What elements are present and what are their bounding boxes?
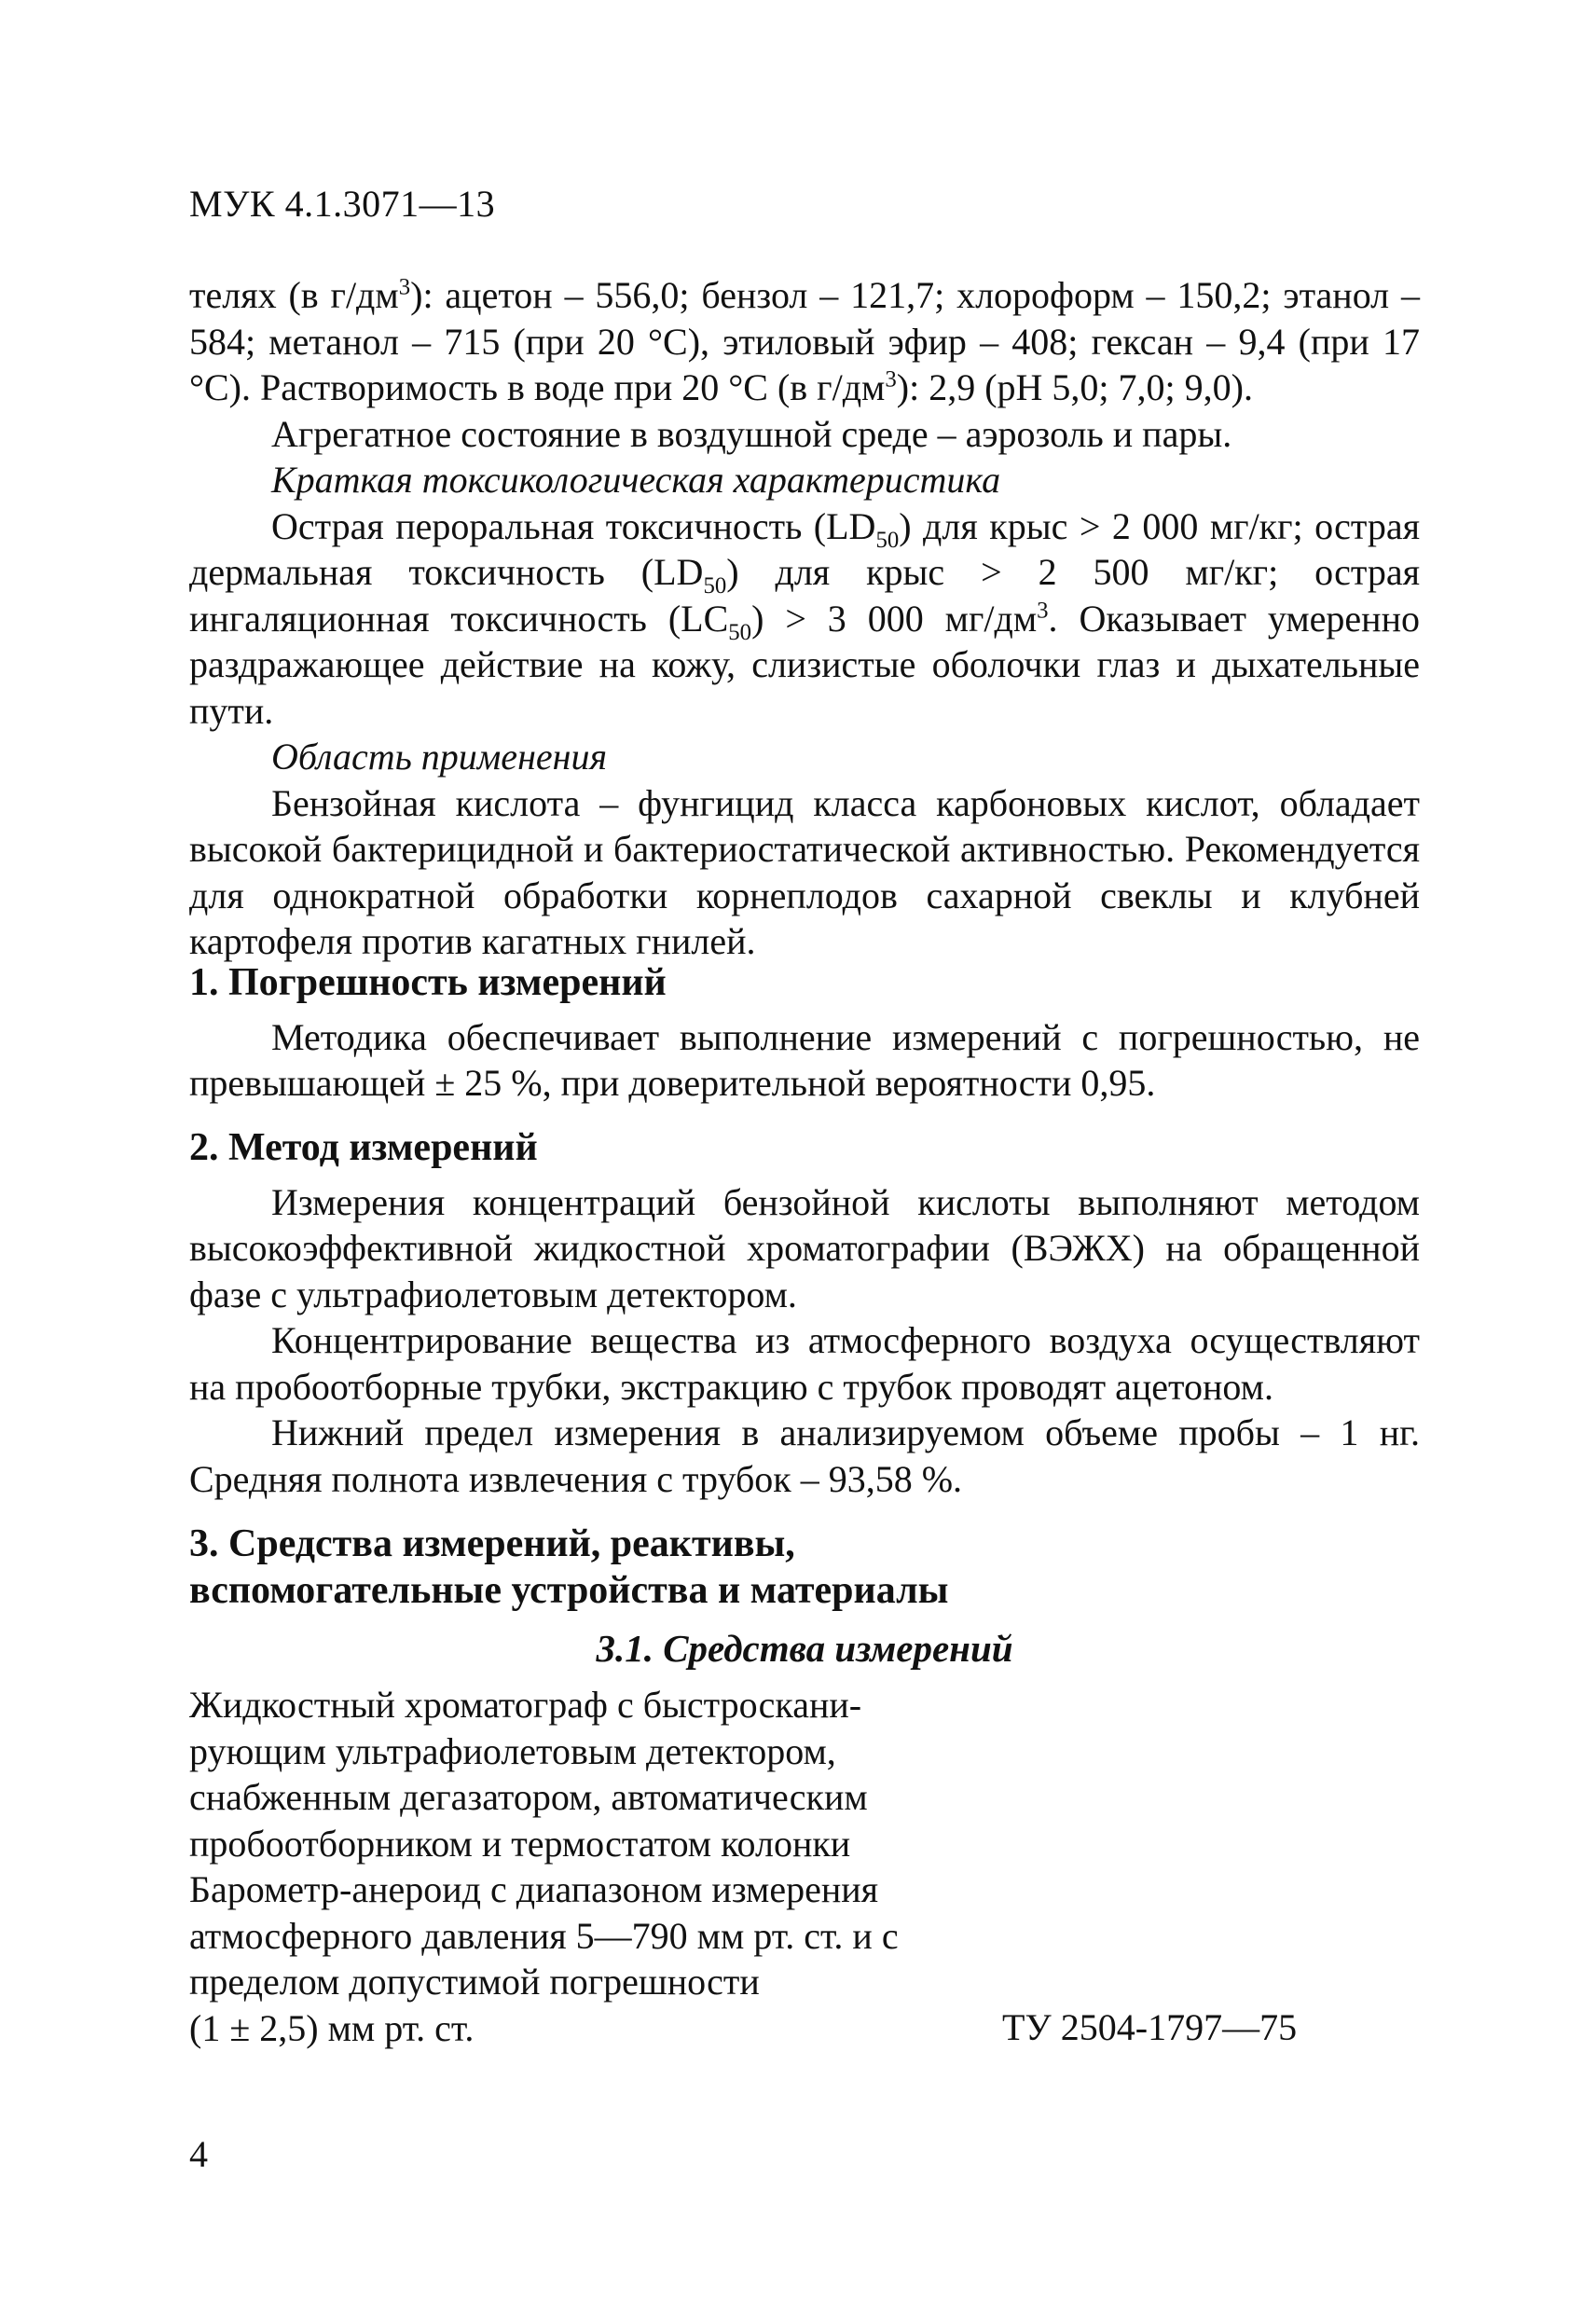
section-1-title: 1. Погрешность измерений bbox=[189, 961, 667, 1004]
section-3-title-line-2: вспомогательные устройства и материалы bbox=[189, 1568, 949, 1612]
section-1-text: Методика обеспечивает выполнение измерений с погрешностью, не превышающей ± 25 %, при доверительной вероятности 0,95. bbox=[189, 1015, 1420, 1104]
scope-paragraph: Бензойная кислота – фунгицид класса карбоновых кислот, обладает высокой бактерицидной и бактериостатической активностью. Рекомендуется для однократной обработки корнеплодов сахарной свеклы и клубней картофеля против кагатных гнилей. bbox=[189, 781, 1420, 962]
equipment-item-chromatograph: Жидкостный хроматограф с быстроскани- рующим ультрафиолетовым детектором, снабженным дегазатором, автоматическим пробоотборником и термостатом колонки bbox=[189, 1684, 868, 1865]
equipment-item-barometer: Барометр-анероид с диапазоном измерения атмосферного давления 5—790 мм рт. ст. и с пределом допустимой погрешности (1 ± 2,5) мм рт. ст. bbox=[189, 1868, 899, 2049]
page-number: 4 bbox=[189, 2133, 208, 2175]
equipment-barometer-spec-code: ТУ 2504-1797—75 bbox=[1002, 2006, 1298, 2048]
aggregate-state-paragraph: Агрегатное состояние в воздушной среде – аэрозоль и пары. bbox=[271, 412, 1232, 455]
section-3 bbox=[189, 1521, 1420, 1614]
section-1 bbox=[189, 960, 1420, 1107]
section-2 bbox=[189, 1125, 1420, 1502]
scope-heading: Область применения bbox=[271, 736, 608, 778]
subsection-3-1-title: 3.1. Средства измерений bbox=[596, 1627, 1013, 1670]
section-2-paragraph-2: Концентрирование вещества из атмосферного воздуха осуществляют на пробоотборные трубки, экстракцию с трубок проводят ацетоном. bbox=[189, 1319, 1420, 1408]
section-2-paragraph-1: Измерения концентраций бензойной кислоты выполняют методом высокоэффективной жидкостной хроматографии (ВЭЖХ) на обращенной фазе с ультрафиолетовым детектором. bbox=[189, 1180, 1420, 1315]
section-2-paragraph-3: Нижний предел измерения в анализируемом объеме пробы – 1 нг. Средняя полнота извлечения с трубок – 93,58 %. bbox=[189, 1411, 1420, 1500]
solubility-paragraph: телях (в $г/дм^3$): ацетон – 556,0; бензол – 121,7; хлороформ – 150,2; этанол – 584; метанол – 715 (при 20 °С), этиловый эфир – 408; гексан – 9,4 (при 17 °С). Растворимость в воде при 20 °С (в $г/дм^3$): 2,9 (рН 5,0; 7,0; 9,0). bbox=[189, 274, 1420, 408]
section-2-title: 2. Метод измерений bbox=[189, 1126, 538, 1169]
intro-block bbox=[189, 272, 1420, 965]
toxicology-paragraph: Острая пероральная токсичность $(LD_{50})$ для крыс > 2 000 мг/кг; острая дермальная токсичность $(LD_{50})$ для крыс > 2 500 мг/кг; острая ингаляционная токсичность $(LC_{50}) > 3$ 000 $мг/дм^3$. Оказывает умеренно раздражающее действие на кожу, слизистые оболочки глаз и дыхательные пути. bbox=[189, 504, 1420, 732]
document-code-header: МУК 4.1.3071—13 bbox=[189, 183, 496, 225]
section-3-title-line-1: 3. Средства измерений, реактивы, bbox=[189, 1522, 795, 1565]
toxicology-heading: Краткая токсикологическая характеристика bbox=[271, 459, 1001, 501]
